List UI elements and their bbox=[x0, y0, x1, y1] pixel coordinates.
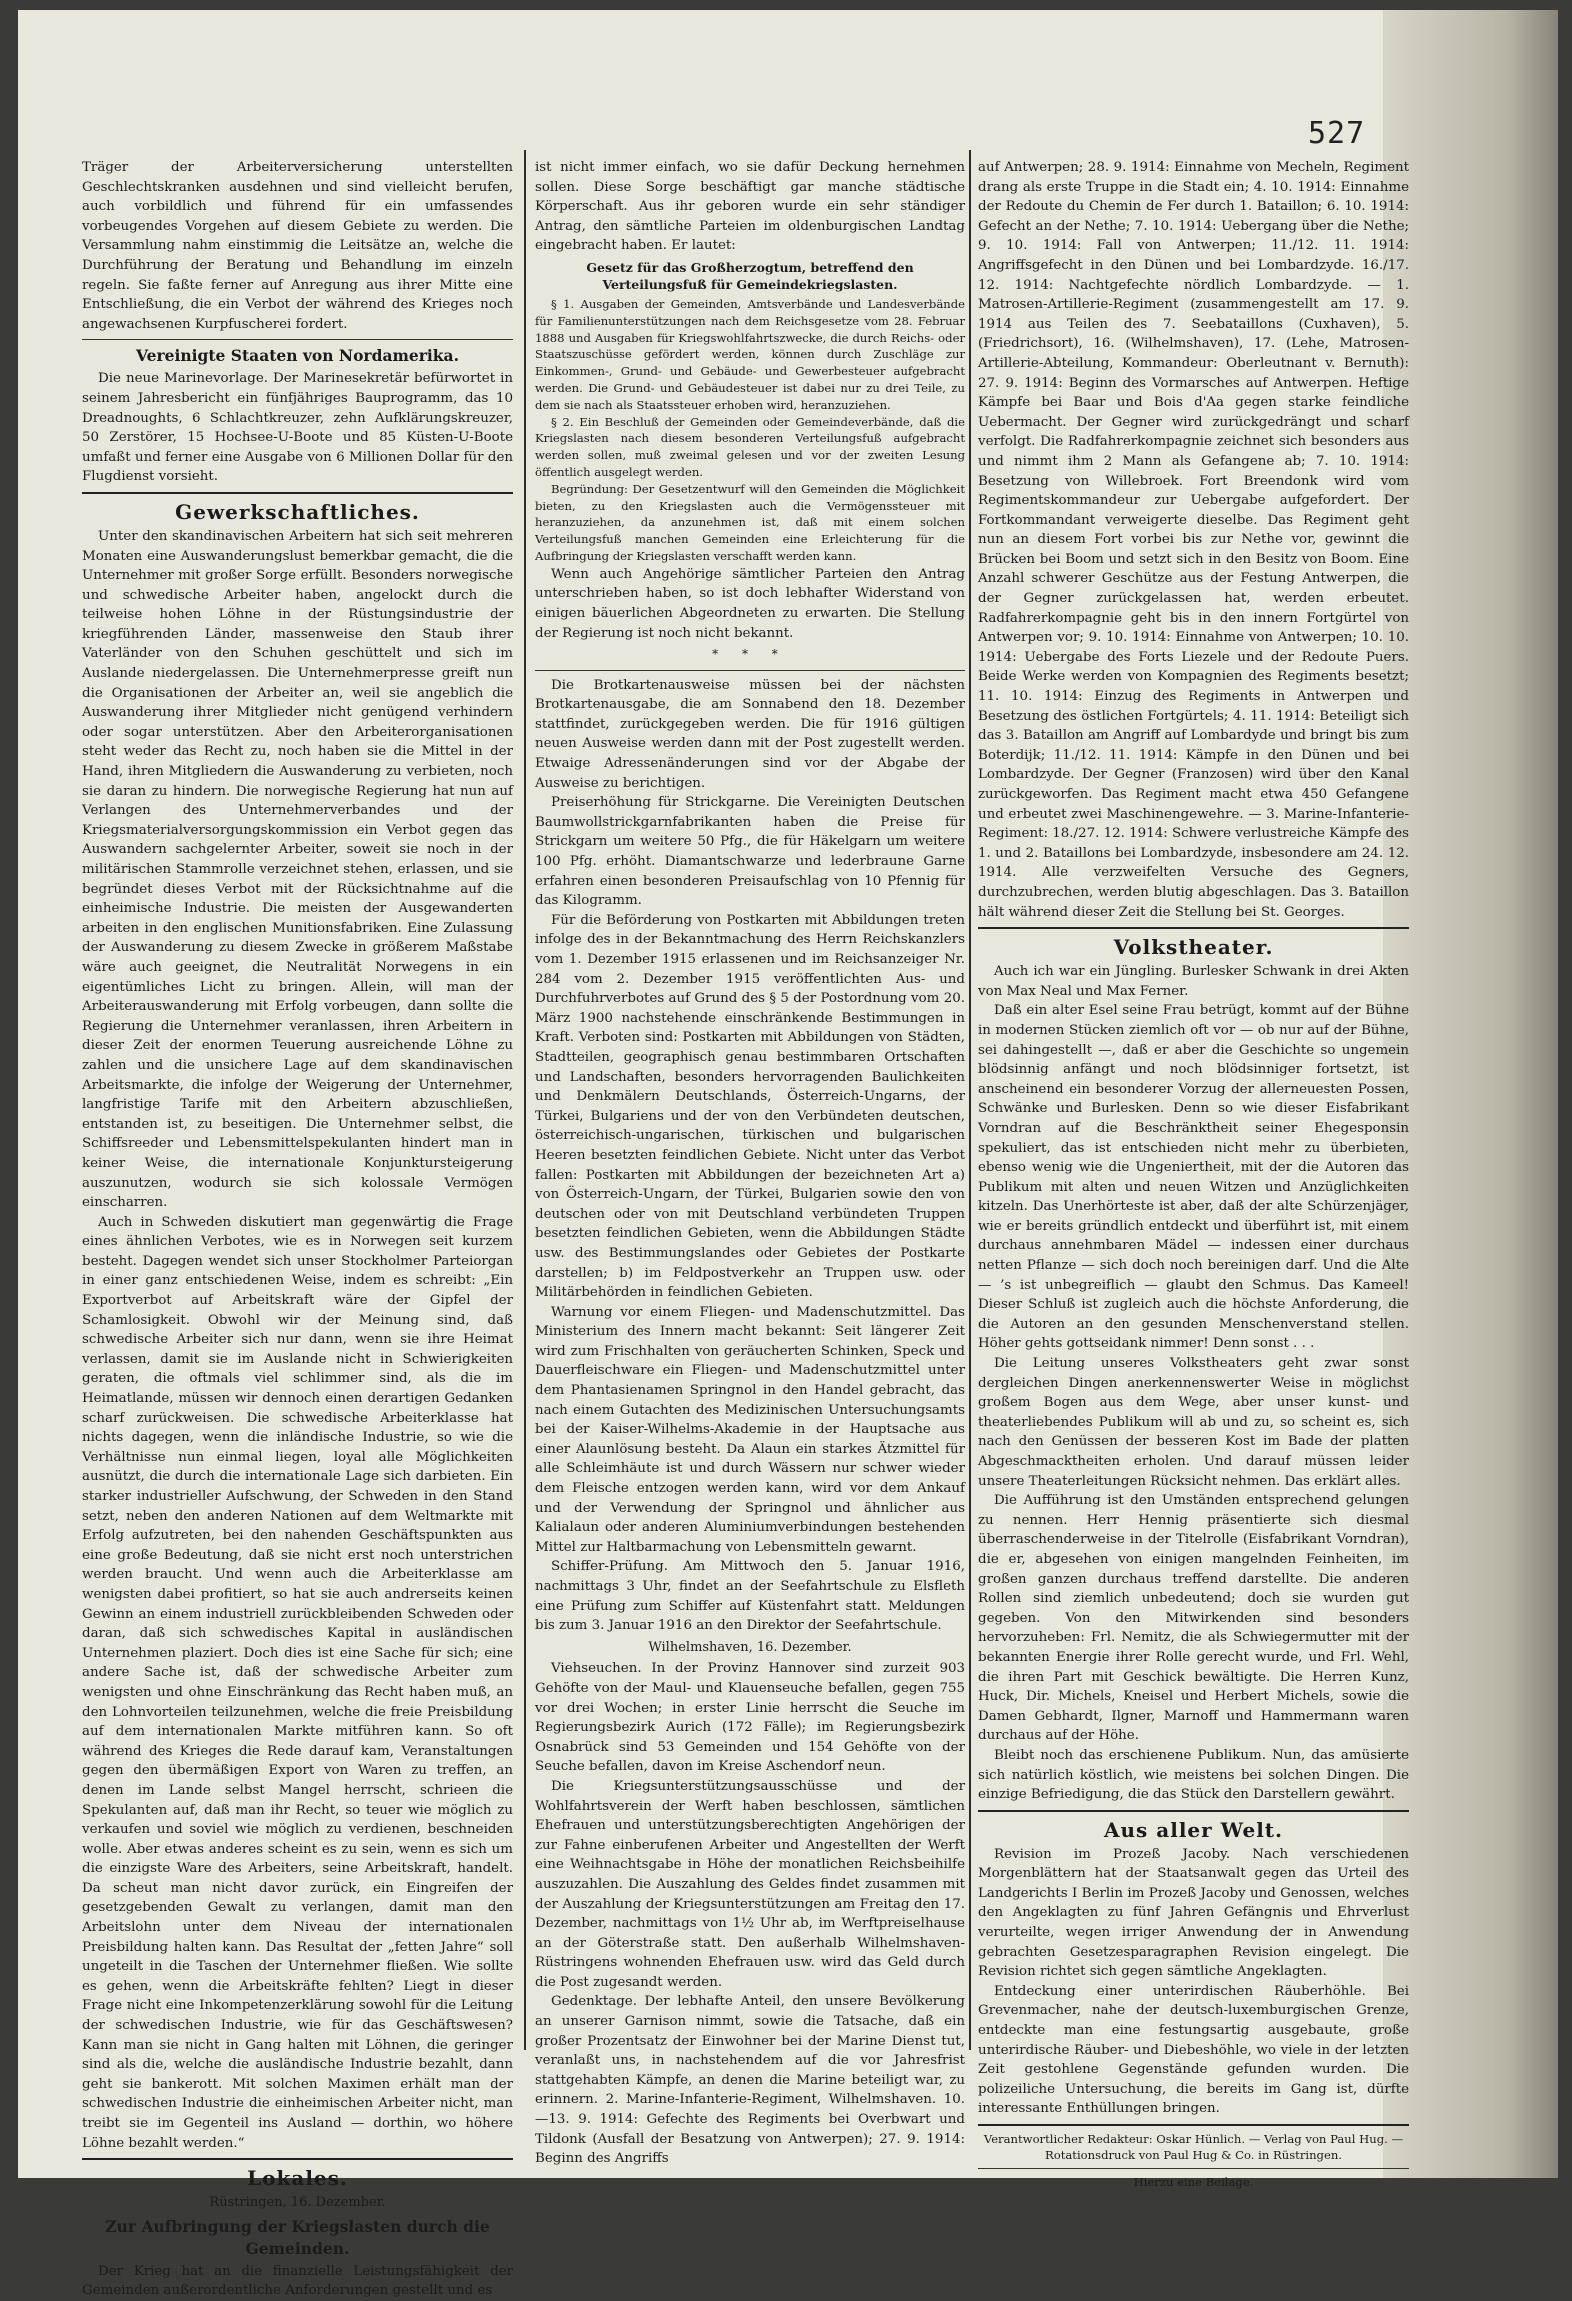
article-paragraph: Preiserhöhung für Strickgarne. Die Vereinigten Deutschen Baumwollstrickgarnfabrikanten haben die Preise für Strickgarn um weitere 50 Pfg., die für Häkelgarn um weitere 100 Pfg. erhöht. Diamantschwarze und lederbraune Garne erfahren einen besonderen Preisaufschlag von 10 Pfennig für das Kilogramm. bbox=[535, 795, 965, 909]
separator-stars: * * * bbox=[712, 647, 788, 662]
column-1 bbox=[82, 158, 513, 2299]
article-paragraph: Entdeckung einer unterirdischen Räuberhöhle. Bei Grevenmacher, nahe der deutsch-luxemburgischen Grenze, entdeckte man eine festungsartig ausgebaute, große unterirdische Räuber- und Diebeshöhle, wo viele in der letzten Zeit gestohlene Gegenstände gefunden wurden. Die polizeiliche Untersuchung, die bereits im Gang ist, dürfte interessante Enthüllungen bringen. bbox=[978, 1983, 1409, 2117]
section-divider bbox=[82, 339, 513, 340]
law-paragraph: § 1. Ausgaben der Gemeinden, Amtsverbände und Landesverbände für Familienunterstützungen nach dem Reichsgesetze vom 28. Februar 1888 und Ausgaben für Kriegswohlfahrtszwecke, die durch Reichs- oder Staatszuschüsse gefördert werden, können durch Zuschläge zur Einkommen-, Grund- und Gebäude- und Gewerbesteuer aufgebracht werden. Die Grund- und Gebäudesteuer ist dabei nur zu drei Teile, zu dem sie nach als Staatssteuer erhoben wird, heranzuziehen. bbox=[535, 296, 965, 412]
article-paragraph: Die Kriegsunterstützungsausschüsse und der Wohlfahrtsverein der Werft haben beschlossen, sämtlichen Ehefrauen und unterstützungsberechtigten Angehörigen der zur Fahne einberufenen Arbeiter und Angestellten der Werft eine Weihnachtsgabe in Höhe der monatlichen Reichsbeihilfe auszuzahlen. Die Auszahlung des Geldes findet zusammen mit der Auszahlung der Kriegsunterstützungen am Freitag den 17. Dezember, nachmittags von 1½ Uhr ab, im Werftpreiselhause an der Göterstraße statt. Den außerhalb Wilhelmshaven-Rüstringens wohnenden Ehefrauen usw. wird das Geld durch die Post zugesandt werden. bbox=[535, 1778, 965, 1990]
article-paragraph: ist nicht immer einfach, wo sie dafür Deckung hernehmen sollen. Diese Sorge beschäftigt gar manche städtische Körperschaft. Aus ihr geboren wurde ein sehr ständiger Antrag, den sämtliche Parteien im oldenburgischen Landtag eingebracht haben. Er lautet: bbox=[535, 160, 965, 254]
article-paragraph: Auch in Schweden diskutiert man gegenwärtig die Frage eines ähnlichen Verbotes, wie es in Norwegen seit kurzem besteht. Dagegen wendet sich unser Stockholmer Parteiorgan in einer ganz entschiedenen Weise, indem es schreibt: „Ein Exportverbot auf Arbeitskraft wäre der Gipfel der Schamlosigkeit. Obwohl wir der Meinung sind, daß schwedische Arbeiter sich nur dann, wenn sie ihre Heimat verlassen, damit sie im Auslande nicht in Schwierigkeiten geraten, die oftmals viel schlimmer sind, als die im Heimatlande, müssen wir dennoch einen derartigen Gedanken scharf zurückweisen. Die schwedische Arbeiterklasse hat nichts dagegen, wenn die inländische Industrie, so wie die Verhältnisse nun einmal liegen, loyal alle Möglichkeiten ausnützt, die durch die internationale Lage sich darbieten. Ein starker industrieller Aufschwung, der Schweden in den Stand setzt, neben den anderen Nationen auf dem Weltmarkte mit Erfolg aufzutreten, bei den nahenden Geschäftspunkten aus eine große Bedeutung, daß sie nicht erst noch unterstrichen werden braucht. Und wenn auch die Arbeiterklasse am wenigsten dabei profitiert, so hat sie auch andrerseits keinen Gewinn an einem industriell zurückbleibenden Schweden oder daran, daß sich schwedisches Kapital in ausländischen Unternehmen plaziert. Doch dies ist eine Sache für sich; eine andere Sache ist, daß der schwedische Arbeiter zum wenigsten und ohne Einschränkung das Recht haben muß, an den Lohnvorteilen teilzunehmen, welche die freie Preisbildung auf dem internationalen Markte mitführen kann. So oft während des Krieges die Rede darauf kam, Veranstaltungen gegen den übermäßigen Export von Waren zu treffen, an denen im Lande selbst Mangel herrscht, schrieen die Spekulanten auf, daß man ihr Recht, so teuer wie möglich zu verkaufen und soviel wie möglich zu verdienen, beschneiden wolle. Aber etwas anderes scheint es zu sein, wenn es sich um die einzigste Ware des Arbeiters, seine Arbeitskraft, handelt. Da scheut man nicht davor zurück, ein Eingreifen der gesetzgebenden Gewalt zu verlangen, damit man den Arbeitslohn unter dem Niveau der internationalen Preisbildung halten kann. Das Resultat der „fetten Jahre“ soll ungeteilt in die Taschen der Unternehmer fließen. Wie sollte es gehen, wenn die Arbeitskräfte fehlten? Liegt in dieser Frage nicht eine Inkompetenzerklärung sowohl für die Leitung der schwedischen Industrie, wie für das Geschäftswesen? Kann man sie nicht in Gang halten mit Löhnen, die geringer sind als die, welche die ausländische Industrie bezahlt, dann geht sie bankerott. Mit solchen Maximen erhält man der schwedischen Industrie die einheimischen Arbeiter nicht, man treibt sie im Gegenteil ins Ausland — dorthin, wo höhere Löhne bezahlt werden.“ bbox=[82, 1214, 513, 2151]
page-number: 527 bbox=[1308, 116, 1366, 151]
section-divider bbox=[82, 2158, 513, 2160]
article-paragraph: Unter den skandinavischen Arbeitern hat sich seit mehreren Monaten eine Auswanderungslust bemerkbar gemacht, die die Unternehmer mit großer Sorge erfüllt. Besonders norwegische und schwedische Arbeiter haben, angelockt durch die teilweise hohen Löhne in der Rüstungsindustrie der kriegführenden Länder, massenweise den Staub ihrer Vaterländer von den Schuhen geschüttelt und sich im Auslande niedergelassen. Die Unternehmerpresse greift nun die Organisationen der Arbeiter an, weil sie angeblich die Auswanderung ihrer Mitglieder nicht genügend verhindern oder sogar unterstützen. Aber den Arbeiterorganisationen steht weder das Recht zu, noch haben sie die Mittel in der Hand, ihren Mitgliedern die Auswanderung zu verbieten, noch sie daran zu hindern. Die norwegische Regierung hat nun auf Verlangen des Unternehmerverbandes und der Kriegsmaterialversorgungskommission ein Verbot gegen das Auswandern sachgelernter Arbeiter, soweit sie noch in der militärischen Stammrolle verzeichnet stehen, erlassen, und sie begründet dieses Verbot mit der Rücksichtnahme auf die einheimische Industrie. Die meisten der Ausgewanderten arbeiten in den englischen Munitionsfabriken. Eine Zulassung der Auswanderung zu diesem Zwecke in größerem Maßstabe wäre auch geeignet, die Neutralität Norwegens in ein eigentümliches Licht zu bringen. Allein, will man der Arbeiterauswanderung mit Erfolg vorbeugen, dann sollte die Regierung die Unternehmer veranlassen, ihren Arbeitern in dieser Zeit der enormen Teuerung ausreichende Löhne zu zahlen und die unsichere Lage auf dem skandinavischen Arbeitsmarkte, die infolge der Weigerung der Unternehmer, langfristige Tarife mit den Arbeitern abzuschließen, entstanden ist, zu beseitigen. Die Unternehmer selbst, die Schiffsreeder und Lebensmittelspekulanten hindert man in keiner Weise, die internationale Konjunktursteigerung auszunutzen, wodurch sie sich kolossale Vermögen einscharren. bbox=[82, 528, 513, 1211]
section-divider bbox=[978, 1810, 1409, 1812]
law-paragraph: Begründung: Der Gesetzentwurf will den Gemeinden die Möglichkeit bieten, zu den Kriegslasten auch die Vermögenssteuer mit heranzuziehen, da anzunehmen ist, daß mit einem solchen Verteilungsfuß manchen Gemeinden eine Erleichterung für die Aufbringung der Kriegslasten verschafft werden kann. bbox=[535, 481, 965, 563]
article-heading: Zur Aufbringung der Kriegslasten durch die Gemeinden. bbox=[105, 2216, 490, 2258]
article-paragraph: Für die Beförderung von Postkarten mit Abbildungen treten infolge des in der Bekanntmachung des Herrn Reichskanzlers vom 1. Dezember 1915 erlassenen und im Reichsanzeiger Nr. 284 vom 2. Dezember 1915 veröffentlichten Aus- und Durchfuhrverbotes auf Grund des § 5 der Postordnung vom 20. März 1900 nachstehende einschränkende Bestimmungen in Kraft. Verboten sind: Postkarten mit Abbildungen von Städten, Stadtteilen, geographisch genau bestimmbaren Ortschaften und Landschaften, besonders hervorragenden Baulichkeiten und Denkmälern Deutschlands, Österreich-Ungarns, der Türkei, Bulgariens und der von den Verbündeten deutschen, österreichisch-ungarischen, türkischen und bulgarischen Heeren besetzten feindlichen Gebiete. Nicht unter das Verbot fallen: Postkarten mit Abbildungen der bezeichneten Art a) von Österreich-Ungarn, der Türkei, Bulgarien sowie den von deutschen oder von mit Deutschland verbündeten Truppen besetzten feindlichen Gebieten, wenn die Abbildungen Städte usw. des Bestimmungslandes oder Gebietes der Postkarte darstellen; b) im Feldpostverkehr an Truppen usw. oder Militärbehörden in feindlichen Gebieten. bbox=[535, 912, 965, 1301]
law-paragraph: § 2. Ein Beschluß der Gemeinden oder Gemeindeverbände, daß die Kriegslasten nach diesem besonderen Verteilungsfuß aufgebracht werden sollen, muß zweimal gelesen und vor der zweiten Lesung öffentlich ausgelegt werden. bbox=[535, 414, 965, 479]
article-paragraph: Wenn auch Angehörige sämtlicher Parteien den Antrag unterschrieben haben, so ist doch lebhafter Widerstand von einigen bäuerlichen Abgeordneten zu erwarten. Die Stellung der Regierung ist noch nicht bekannt. bbox=[535, 566, 965, 641]
article-paragraph: Auch ich war ein Jüngling. Burlesker Schwank in drei Akten von Max Neal und Max Ferner. bbox=[978, 964, 1409, 999]
dateline: Rüstringen, 16. Dezember. bbox=[209, 2195, 386, 2211]
section-heading-gewerkschaftliches: Gewerkschaftliches. bbox=[175, 499, 420, 524]
article-paragraph: Gedenktage. Der lebhafte Anteil, den unsere Bevölkerung an unserer Garnison nimmt, sowie die Tatsache, daß ein großer Prozentsatz der Einwohner bei der Marine Dienst tut, veranlaßt uns, in nachstehendem auf die vor Jahresfrist stattgehabten Kämpfe, an denen die Marine beteiligt war, zu erinnern. 2. Marine-Infanterie-Regiment, Wilhelmshaven. 10.—13. 9. 1914: Gefechte des Regiments bei Overbwart und Tildonk (Ausfall der Besatzung von Antwerpen); 27. 9. 1914: Beginn des Angriffs bbox=[535, 1994, 965, 2167]
section-divider bbox=[978, 2168, 1409, 2169]
section-heading-usa: Vereinigte Staaten von Nordamerika. bbox=[136, 346, 459, 366]
dateline: Wilhelmshaven, 16. Dezember. bbox=[648, 1639, 852, 1655]
article-paragraph: Träger der Arbeiterversicherung unterstellten Geschlechtskranken ausdehnen und sind vielleicht berufen, auch vorbildlich und führend für ein umfassendes vorbeugendes Vorgehen auf diesem Gebiete zu werden. Die Versammlung nahm einstimmig die Leitsätze an, welche die Durchführung der Beratung und Behandlung im einzeln regeln. Sie faßte ferner auf Anregung aus ihrer Mitte eine Entschließung, die ein Verbot der während des Krieges noch angewachsenen Kurpfuscherei fordert. bbox=[82, 160, 513, 332]
supplement-note: Hierzu eine Beilage. bbox=[1133, 2175, 1254, 2189]
article-paragraph: Viehseuchen. In der Provinz Hannover sind zurzeit 903 Gehöfte von der Maul- und Klauenseuche befallen, gegen 755 vor drei Wochen; in erster Linie herrscht die Seuche im Regierungsbezirk Aurich (172 Fälle); im Regierungsbezirk Osnabrück sind 53 Gemeinden und 154 Gehöfte von der Seuche befallen, davon im Kreise Aschendorf neun. bbox=[535, 1661, 965, 1775]
newspaper-page bbox=[18, 10, 1558, 2299]
section-heading-volkstheater: Volkstheater. bbox=[1113, 935, 1274, 960]
article-paragraph: Die Brotkartenausweise müssen bei der nächsten Brotkartenausgabe, die am Sonnabend den 18. Dezember stattfindet, zurückgegeben werden. Die für 1916 gültigen neuen Ausweise werden dann mit der Post zugestellt werden. Etwaige Adressenänderungen sind vor der Abgabe der Ausweise zu berichtigen. bbox=[535, 677, 965, 791]
section-divider bbox=[978, 927, 1409, 929]
column-rule bbox=[524, 150, 526, 2050]
section-heading-lokales: Lokales. bbox=[247, 2166, 348, 2191]
article-paragraph: Revision im Prozeß Jacoby. Nach verschiedenen Morgenblättern hat der Staatsanwalt gegen das Urteil des Landgerichts I Berlin im Prozeß Jacoby und Genossen, welches den Angeklagten zu fünf Jahren Gefängnis und Ehrverlust verurteilte, wegen irriger Anwendung der in Anwendung gebrachten Gesetzesparagraphen Revision eingelegt. Die Revision richtet sich gegen sämtliche Angeklagten. bbox=[978, 1846, 1409, 1980]
article-paragraph: Die Aufführung ist den Umständen entsprechend gelungen zu nennen. Herr Hennig präsentierte sich diesmal überraschenderweise in der Titelrolle (Eisfabrikant Vorndran), die er, abgesehen von einigen mangelnden Feinheiten, im großen ganzen durchaus treffend darstellte. Die anderen Rollen sind ziemlich unbedeutend; doch sie wurden gut gegeben. Von den Mitwirkenden sind besonders hervorzuheben: Frl. Nemitz, die als Schwiegermutter mit der bekannten Energie ihrer Rolle gerecht wurde, und Frl. Wehl, die ihren Part mit Geschick bewältigte. Die Herren Kunz, Huck, Dir. Michels, Kneisel und Herbert Michels, sowie die Damen Gebhardt, Ilgner, Marnoff und Hammermann waren durchaus auf der Höhe. bbox=[978, 1493, 1409, 1744]
article-paragraph: Der Krieg hat an die finanzielle Leistungsfähigkeit der Gemeinden außerordentliche Anforderungen gestellt und es bbox=[82, 2263, 513, 2299]
column-rule bbox=[969, 150, 971, 2050]
book-spine-shadow bbox=[1383, 10, 1558, 2178]
section-heading-aus-aller-welt: Aus aller Welt. bbox=[1103, 1817, 1283, 1842]
article-paragraph: Die neue Marinevorlage. Der Marinesekretär befürwortet in seinem Jahresbericht ein fünfjähriges Bauprogramm, das 10 Dreadnoughts, 6 Schlachtkreuzer, zehn Aufklärungskreuzer, 50 Zerstörer, 15 Hochsee-U-Boote und 85 Küsten-U-Boote umfaßt und ferner eine Ausgabe von 6 Millionen Dollar für den Flugdienst vorsieht. bbox=[82, 371, 513, 485]
imprint: Verantwortlicher Redakteur: Oskar Hünlich. — Verlag von Paul Hug. — Rotationsdruck von Paul Hug & Co. in Rüstringen. bbox=[983, 2132, 1404, 2162]
section-divider bbox=[978, 2124, 1409, 2126]
article-paragraph: Daß ein alter Esel seine Frau betrügt, kommt auf der Bühne in modernen Stücken ziemlich oft vor — ob nur auf der Bühne, sei dahingestellt —, daß er aber die Geschichte so ungemein blödsinnig anfängt und noch blödsinniger fortsetzt, ist anscheinend ein besonderer Vorzug der allerneuesten Possen, Schwänke und Burlesken. Denn so wie dieser Eisfabrikant Vorndran auf die Beschränktheit seiner Ehegesponsin spekuliert, das ist entschieden nicht mehr zu überbieten, ebenso wenig wie die Ungeniertheit, mit der die Autoren das Publikum mit alten und neuen Witzen und Anzüglichkeiten kitzeln. Das Unerhörteste ist aber, daß der alte Schürzenjäger, wie er bereits gründlich entdeckt und überführt ist, mit einem durchaus annehmbaren Mädel — indessen einer durchaus netten Pflanze — sich doch noch bereinigen darf. Und die Alte — ’s ist unbegreiflich — glaubt den Schmus. Das Kameel! Dieser Schluß ist zugleich auch die höchste Anforderung, die die Autoren an den gesunden Menschenverstand stellen. Höher gehts gottseidank nimmer! Denn sonst . . . bbox=[978, 1003, 1409, 1352]
section-divider bbox=[535, 670, 965, 671]
law-title: Gesetz für das Großherzogtum, betreffend den Verteilungsfuß für Gemeindekriegslasten. bbox=[586, 259, 914, 292]
column-2 bbox=[535, 158, 965, 2167]
article-paragraph: auf Antwerpen; 28. 9. 1914: Einnahme von Mecheln, Regiment drang als erste Truppe in die Stadt ein; 4. 10. 1914: Einnahme der Redoute du Chemin de Fer durch 1. Bataillon; 6. 10. 1914: Gefecht an der Nethe; 7. 10. 1914: Uebergang über die Nethe; 9. 10. 1914: Fall von Antwerpen; 11./12. 11. 1914: Angriffsgefecht in den Dünen und bei Lombardzyde. 16./17. 12. 1914: Nachtgefechte nördlich Lombardzyde. — 1. Matrosen-Artillerie-Regiment (zusammengestellt am 17. 9. 1914 aus Teilen des 7. Seebataillons (Cuxhaven), 5. (Friedrichsort), 16. (Wilhelmshaven), 17. (Lehe, Matrosen-Artillerie-Abteilung, Kommandeur: Oberleutnant v. Bernuth): 27. 9. 1914: Beginn des Vormarsches auf Antwerpen. Heftige Kämpfe bei Baar und Bois d'Aa gegen starke feindliche Uebermacht. Der Gegner wird zurückgedrängt und scharf verfolgt. Die Radfahrerkompagnie zeichnet sich besonders aus und nimmt ihm 2 Mann als Gefangene ab; 7. 10. 1914: Besetzung von Willebroek. Fort Breendonk wird vom Regimentskommandeur zur Uebergabe aufgefordert. Der Fortkommandant verweigerte dieselbe. Das Regiment geht nun an diesem Fort vorbei bis zur Nethe vor, gewinnt die Brücken bei Boom und setzt sich in den Besitz von Boom. Eine Anzahl schwerer Geschütze aus der Festung Antwerpen, die der Gegner zurückgelassen hat, werden erbeutet. Radfahrerkompagnie geht bis in den innern Fortgürtel von Antwerpen vor; 9. 10. 1914: Einnahme von Antwerpen; 10. 10. 1914: Uebergabe des Forts Liezele und der Redoute Puers. Beide Werke werden von Kompagnien des Regiments besetzt; 11. 10. 1914: Einzug des Regiments in Antwerpen und Besetzung des östlichen Fortgürtels; 4. 11. 1914: Beteiligt sich das 3. Bataillon am Angriff auf Lombardyde und bringt bis zum Boterdijk; 11./12. 11. 1914: Kämpfe in den Dünen und bei Lombardzyde. Der Gegner (Franzosen) wird über den Kanal zurückgeworfen. Das Regiment macht etwa 450 Gefangene und erbeutet zwei Maschinengewehre. — 3. Marine-Infanterie-Regiment: 18./27. 12. 1914: Schwere verlustreiche Kämpfe des 1. und 2. Bataillons bei Lombardzyde, insbesondere am 24. 12. 1914. Alle verzweifelten Versuche des Gegners, durchzubrechen, werden blutig abgeschlagen. Das 3. Bataillon hält während dieser Zeit die Stellung bei St. Georges. bbox=[978, 160, 1410, 920]
column-3 bbox=[978, 158, 1410, 2189]
article-paragraph: Bleibt noch das erschienene Publikum. Nun, das amüsierte sich natürlich köstlich, wie meistens bei solchen Dingen. Die einzige Befriedigung, die das Stück den Darstellern gewährt. bbox=[978, 1747, 1409, 1803]
article-paragraph: Warnung vor einem Fliegen- und Madenschutzmittel. Das Ministerium des Innern macht bekannt: Seit längerer Zeit wird zum Frischhalten von geräucherten Schinken, Speck und Dauerfleischware ein Fliegen- und Madenschutzmittel unter dem Phantasienamen Springnol in den Handel gebracht, das nach einem Gutachten des Medizinischen Untersuchungsamts bei der Kaiser-Wilhelms-Akademie in der Hauptsache aus einer Alaunlösung besteht. Da Alaun ein starkes Ätzmittel für alle Schleimhäute ist und durch Wässern nur schwer wieder dem Fleische entzogen werden kann, wird vor dem Ankauf und der Verwendung der Springnol und ähnlicher aus Kalialaun oder anderen Aluminiumverbindungen bestehenden Mittel zur Haltbarmachung von Lebensmitteln gewarnt. bbox=[535, 1304, 965, 1555]
article-paragraph: Schiffer-Prüfung. Am Mittwoch den 5. Januar 1916, nachmittags 3 Uhr, findet an der Seefahrtschule zu Elsfleth eine Prüfung zum Schiffer auf Küstenfahrt statt. Meldungen bis zum 3. Januar 1916 an den Direktor der Seefahrtschule. bbox=[535, 1559, 965, 1634]
section-divider bbox=[82, 492, 513, 494]
article-paragraph: Die Leitung unseres Volkstheaters geht zwar sonst dergleichen Dingen anerkennenswerter Weise in möglichst großem Bogen aus dem Wege, aber unser kunst- und theaterliebendes Publikum will ab und zu, so scheint es, sich nach den Genüssen der besseren Kost im Bade der platten Abgeschmacktheiten erholen. Und darauf müssen leider unsere Theaterleitungen Rücksicht nehmen. Das erklärt alles. bbox=[978, 1356, 1409, 1489]
